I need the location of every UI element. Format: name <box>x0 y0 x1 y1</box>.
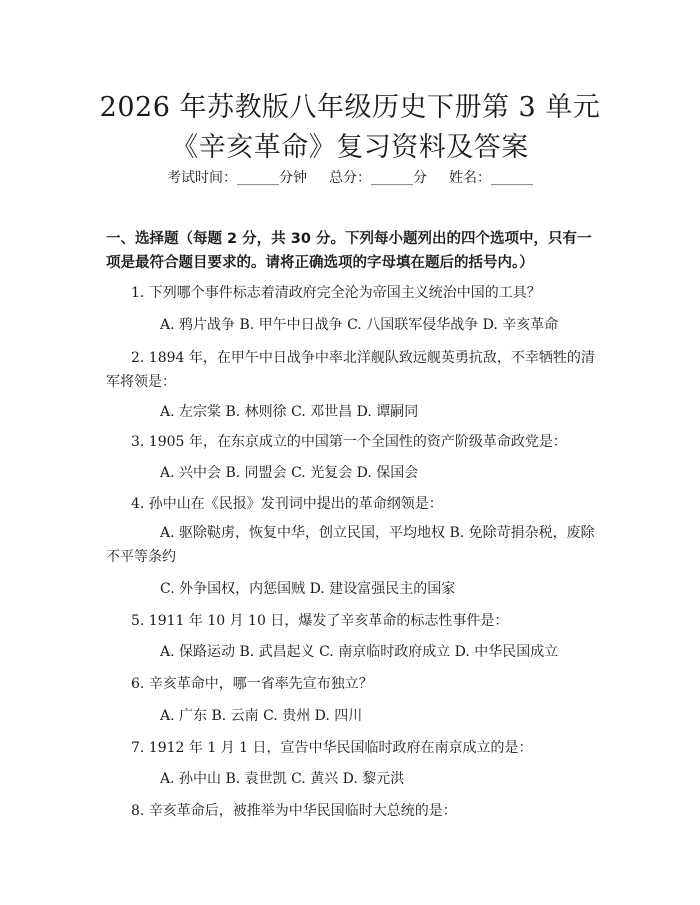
question-options: C. 外争国权，内惩国贼 D. 建设富强民主的国家 <box>160 581 456 597</box>
question-options: A. 鸦片战争 B. 甲午中日战争 C. 八国联军侵华战争 D. 辛亥革命 <box>160 317 559 333</box>
exam-time-field: 考试时间：______分钟 <box>167 170 307 186</box>
exam-meta <box>0 168 700 188</box>
question-options: A. 驱除鞑虏，恢复中华，创立民国，平均地权 B. 免除苛捐杂税，废除不平等条约 <box>106 525 595 565</box>
question-options: A. 保路运动 B. 武昌起义 C. 南京临时政府成立 D. 中华民国成立 <box>160 644 559 660</box>
question-stem: 3. 1905 年，在东京成立的中国第一个全国性的资产阶级革命政党是： <box>131 434 567 450</box>
question-options: A. 广东 B. 云南 C. 贵州 D. 四川 <box>160 708 363 724</box>
student-name-field: 姓名：______ <box>449 170 533 186</box>
question-options: A. 孙中山 B. 袁世凯 C. 黄兴 D. 黎元洪 <box>160 771 405 787</box>
question-stem: 1. 下列哪个事件标志着清政府完全沦为帝国主义统治中国的工具？ <box>131 285 541 301</box>
question-stem: 4. 孙中山在《民报》发刊词中提出的革命纲领是： <box>131 496 443 512</box>
question-stem: 2. 1894 年，在甲午中日战争中率北洋舰队致远舰英勇抗敌，不幸牺牲的清军将领是： <box>106 350 595 390</box>
question-options: A. 兴中会 B. 同盟会 C. 光复会 D. 保国会 <box>160 465 419 481</box>
question-stem: 6. 辛亥革命中，哪一省率先宣布独立？ <box>131 676 373 692</box>
question-stem: 8. 辛亥革命后，被推举为中华民国临时大总统的是： <box>131 803 457 819</box>
question-stem: 7. 1912 年 1 月 1 日，宣告中华民国临时政府在南京成立的是： <box>131 740 533 756</box>
question-options: A. 左宗棠 B. 林则徐 C. 邓世昌 D. 谭嗣同 <box>160 404 419 420</box>
section-heading: 一、选择题（每题 2 分，共 30 分。下列每小题列出的四个选项中，只有一项是最符合题目要求的。请将正确选项的字母填在题后的括号内。） <box>106 231 592 271</box>
total-score-field: 总分：______分 <box>329 170 427 186</box>
question-stem: 5. 1911 年 10 月 10 日，爆发了辛亥革命的标志性事件是： <box>131 613 509 629</box>
document-title: 2026 年苏教版八年级历史下册第 3 单元《辛亥革命》复习资料及答案 <box>99 92 601 163</box>
